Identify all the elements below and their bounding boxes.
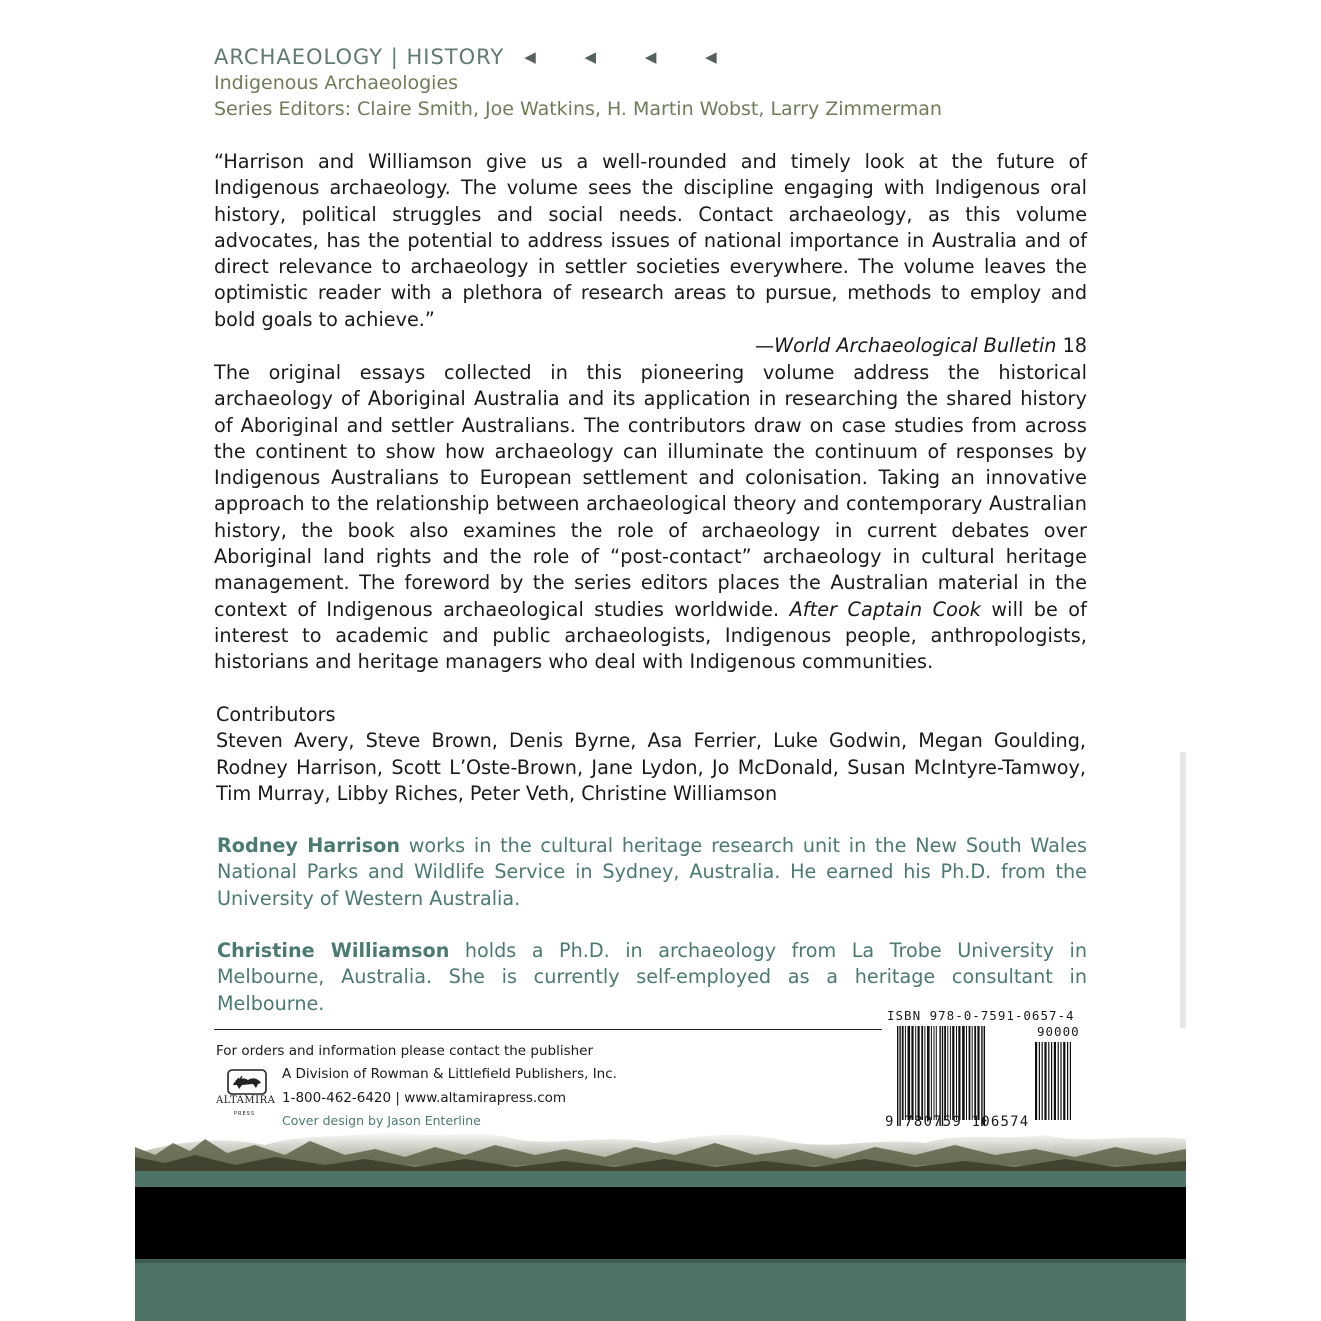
- footer-landscape-band: [135, 1125, 1186, 1321]
- barcode-bar: [1063, 1042, 1065, 1120]
- series-editors: Series Editors: Claire Smith, Joe Watkins, H. Martin Wobst, Larry Zimmerman: [214, 98, 942, 120]
- barcode-bar: [977, 1026, 979, 1120]
- bio-name: Christine Williamson: [217, 939, 450, 962]
- contributors-section: [216, 702, 1086, 807]
- barcode-bar: [939, 1026, 940, 1126]
- barcode-bar: [1070, 1042, 1071, 1120]
- editor-bio-williamson: [217, 938, 1087, 1017]
- description-part-1: The original essays collected in this pioneering volume address the historical archaeology of Aboriginal Australia and its application in researching the shared history of Aboriginal and settler Australians. The contributors draw on case studies from across the continent to show how archaeology can illuminate the continuum of responses by Indigenous Australians to European settlement and colonisation. Taking an innovative approach to the relationship between archaeological theory and contemporary Australian history, the book also examines the role of archaeology in current debates over Aboriginal land rights and the role of “post-contact” archaeology in cultural heritage management. The foreword by the series editors places the Australian material in the context of Indigenous archaeological studies worldwide.: [214, 361, 1087, 621]
- barcode-bar: [962, 1026, 965, 1120]
- price-code: 90000: [1037, 1024, 1080, 1039]
- barcode-bar: [947, 1026, 948, 1120]
- barcode-bar: [1060, 1042, 1061, 1120]
- orders-line: For orders and information please contact the publisher: [216, 1043, 594, 1059]
- description-part-2: will be of interest to academic and public archaeologists, Indigenous people, anthropologists, historians and heritage managers who deal with Indigenous communities.: [214, 597, 1087, 674]
- quote-attribution: [214, 333, 1087, 359]
- barcode-bar: [921, 1026, 923, 1120]
- barcode-bar: [911, 1026, 913, 1120]
- isbn-barcode: [885, 1008, 1095, 1133]
- barcode-bar: [1051, 1042, 1052, 1120]
- attribution-dash: —: [754, 334, 775, 358]
- barcode-bar: [981, 1026, 982, 1126]
- attribution-source: World Archaeological Bulletin: [774, 334, 1057, 358]
- barcode-bar: [918, 1026, 920, 1120]
- barcode-bar: [1035, 1042, 1037, 1120]
- barcode-bar: [950, 1026, 951, 1120]
- barcode-bar: [942, 1026, 943, 1126]
- publisher-division: A Division of Rowman & Littlefield Publishers, Inc.: [282, 1066, 617, 1082]
- barcode-bar: [905, 1026, 906, 1120]
- logo-subtext: PRESS: [234, 1111, 255, 1117]
- cover-designer: Cover design by Jason Enterline: [282, 1113, 481, 1128]
- barcode-bar: [1039, 1042, 1040, 1120]
- bio-name: Rodney Harrison: [217, 834, 400, 857]
- barcode-bar: [1042, 1042, 1043, 1120]
- series-header: [214, 44, 1094, 122]
- barcode-bar: [936, 1026, 937, 1120]
- attribution-issue: 18: [1056, 334, 1087, 358]
- barcode-bar: [966, 1026, 967, 1120]
- isbn-label: ISBN 978-0-7591-0657-4: [887, 1008, 1075, 1023]
- barcode-bar: [902, 1026, 904, 1120]
- barcode-bar: [908, 1026, 911, 1120]
- publisher-contact: 1-800-462-6420 | www.altamirapress.com: [282, 1090, 567, 1106]
- barcode-bar: [984, 1026, 985, 1126]
- bio-text: works in the cultural heritage research unit in the New South Wales National Parks and Wildlife Service in Sydney, Australia. He earned his Ph.D. from the University of Western Australia.: [217, 834, 1087, 910]
- barcode-bar: [915, 1026, 916, 1120]
- barcode-bar: [969, 1026, 971, 1120]
- contributors-list: Steven Avery, Steve Brown, Denis Byrne, Asa Ferrier, Luke Godwin, Megan Goulding, Rodney Harrison, Scott L’Oste-Brown, Jane Lydon, Jo McDonald, Susan McIntyre-Tamwoy, Tim Murray, Libby Riches, Peter Veth, Christine Williamson: [216, 729, 1086, 805]
- subject-line: [214, 44, 1094, 70]
- barcode-bar: [952, 1026, 954, 1120]
- arrow-icons: ◀ ◀ ◀ ◀: [524, 48, 739, 66]
- barcode-bar: [934, 1026, 935, 1120]
- barcode-bar: [956, 1026, 957, 1120]
- barcode-bar: [958, 1026, 960, 1120]
- editor-bio-harrison: [217, 833, 1087, 912]
- barcode-bar: [944, 1026, 946, 1120]
- review-quote: [214, 149, 1087, 359]
- contributors-heading: Contributors: [216, 703, 336, 726]
- barcode-bar: [899, 1026, 900, 1126]
- bio-text: holds a Ph.D. in archaeology from La Trobe University in Melbourne, Australia. She is currently self-employed as a heritage consultant in Melbourne.: [217, 939, 1087, 1015]
- description-book-title: After Captain Cook: [789, 597, 982, 621]
- barcode-bar: [897, 1026, 898, 1126]
- barcode-bar: [972, 1026, 973, 1120]
- barcode-bar: [1058, 1042, 1059, 1120]
- barcode-bar: [974, 1026, 976, 1120]
- subject-category: ARCHAEOLOGY | HISTORY: [214, 45, 505, 69]
- barcode-bar: [1048, 1042, 1049, 1120]
- barcode-bar: [1044, 1042, 1046, 1120]
- cover-edge: [1180, 752, 1186, 1028]
- quote-text: “Harrison and Williamson give us a well-rounded and timely look at the future of Indigenous archaeology. The volume sees the discipline engaging with Indigenous oral history, political struggles and social needs. Contact archaeology, as this volume advocates, has the potential to address issues of national importance in Australia and of direct relevance to archaeology in settler societies everywhere. The volume leaves the optimistic reader with a plethora of research areas to pursue, methods to employ and bold goals to achieve.”: [214, 150, 1087, 331]
- barcode-digits: 9 780759 106574: [885, 1114, 1030, 1130]
- barcode-bar: [927, 1026, 930, 1120]
- barcode-bar: [924, 1026, 925, 1120]
- book-description: [214, 360, 1087, 676]
- logo-wordmark: ALTAMIRA: [216, 1095, 276, 1106]
- barcode-bar: [931, 1026, 932, 1120]
- barcode-bar: [1067, 1042, 1068, 1120]
- divider: [214, 1029, 882, 1030]
- series-title: Indigenous Archaeologies: [214, 72, 459, 94]
- barcode-bar: [1054, 1042, 1056, 1120]
